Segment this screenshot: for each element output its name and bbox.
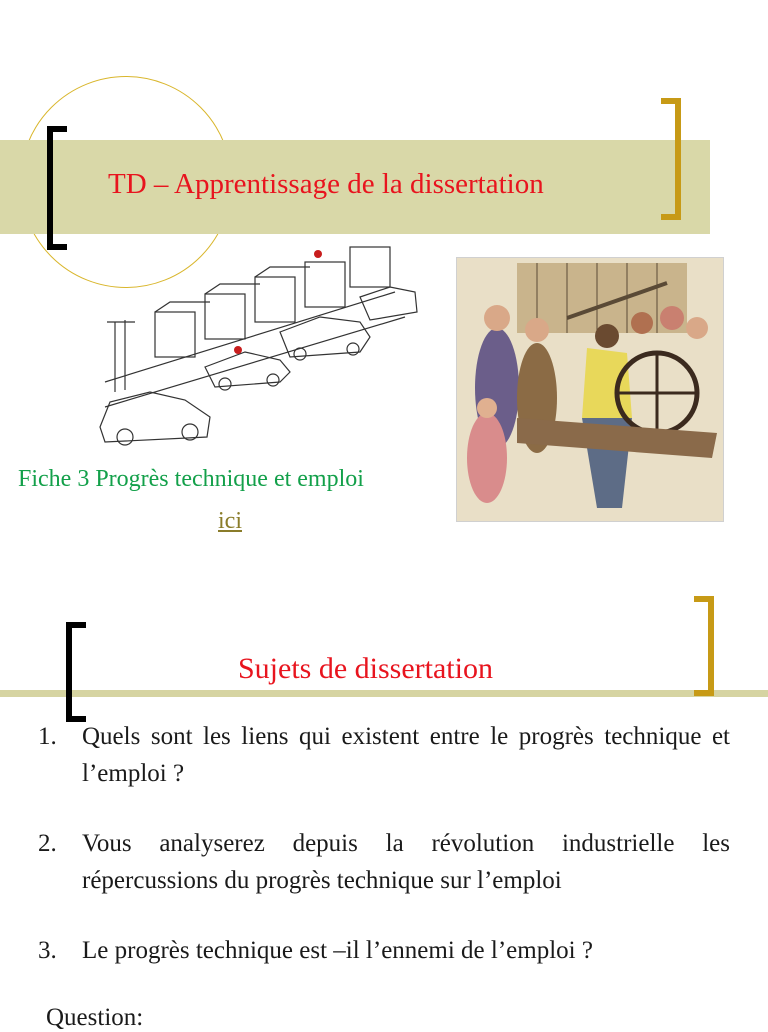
section-band bbox=[0, 690, 768, 697]
question-item bbox=[38, 825, 730, 899]
question-footer: Question: bbox=[46, 1004, 144, 1031]
fiche-label: Fiche 3 Progrès technique et emploi bbox=[18, 466, 364, 492]
left-bracket-2 bbox=[66, 622, 86, 722]
right-bracket-2 bbox=[694, 596, 714, 696]
left-bracket bbox=[47, 126, 67, 250]
right-bracket bbox=[661, 98, 681, 220]
question-item bbox=[38, 718, 730, 792]
question-text: Vous analyserez depuis la révolution industrielle les répercussions du progrès technique sur l’emploi bbox=[82, 830, 730, 894]
question-text: Le progrès technique est –il l’ennemi de l’emploi ? bbox=[82, 937, 593, 964]
question-number: 2. bbox=[38, 830, 57, 857]
industrial-revolution-painting bbox=[456, 257, 724, 522]
question-number: 1. bbox=[38, 723, 57, 750]
question-text: Quels sont les liens qui existent entre le progrès technique et l’emploi ? bbox=[82, 723, 730, 787]
question-number: 3. bbox=[38, 937, 57, 964]
question-item bbox=[38, 932, 730, 969]
slide-title: TD – Apprentissage de la dissertation bbox=[108, 168, 544, 200]
section-title: Sujets de dissertation bbox=[238, 652, 493, 685]
ici-link[interactable]: ici bbox=[218, 508, 242, 534]
assembly-line-illustration bbox=[95, 232, 420, 452]
